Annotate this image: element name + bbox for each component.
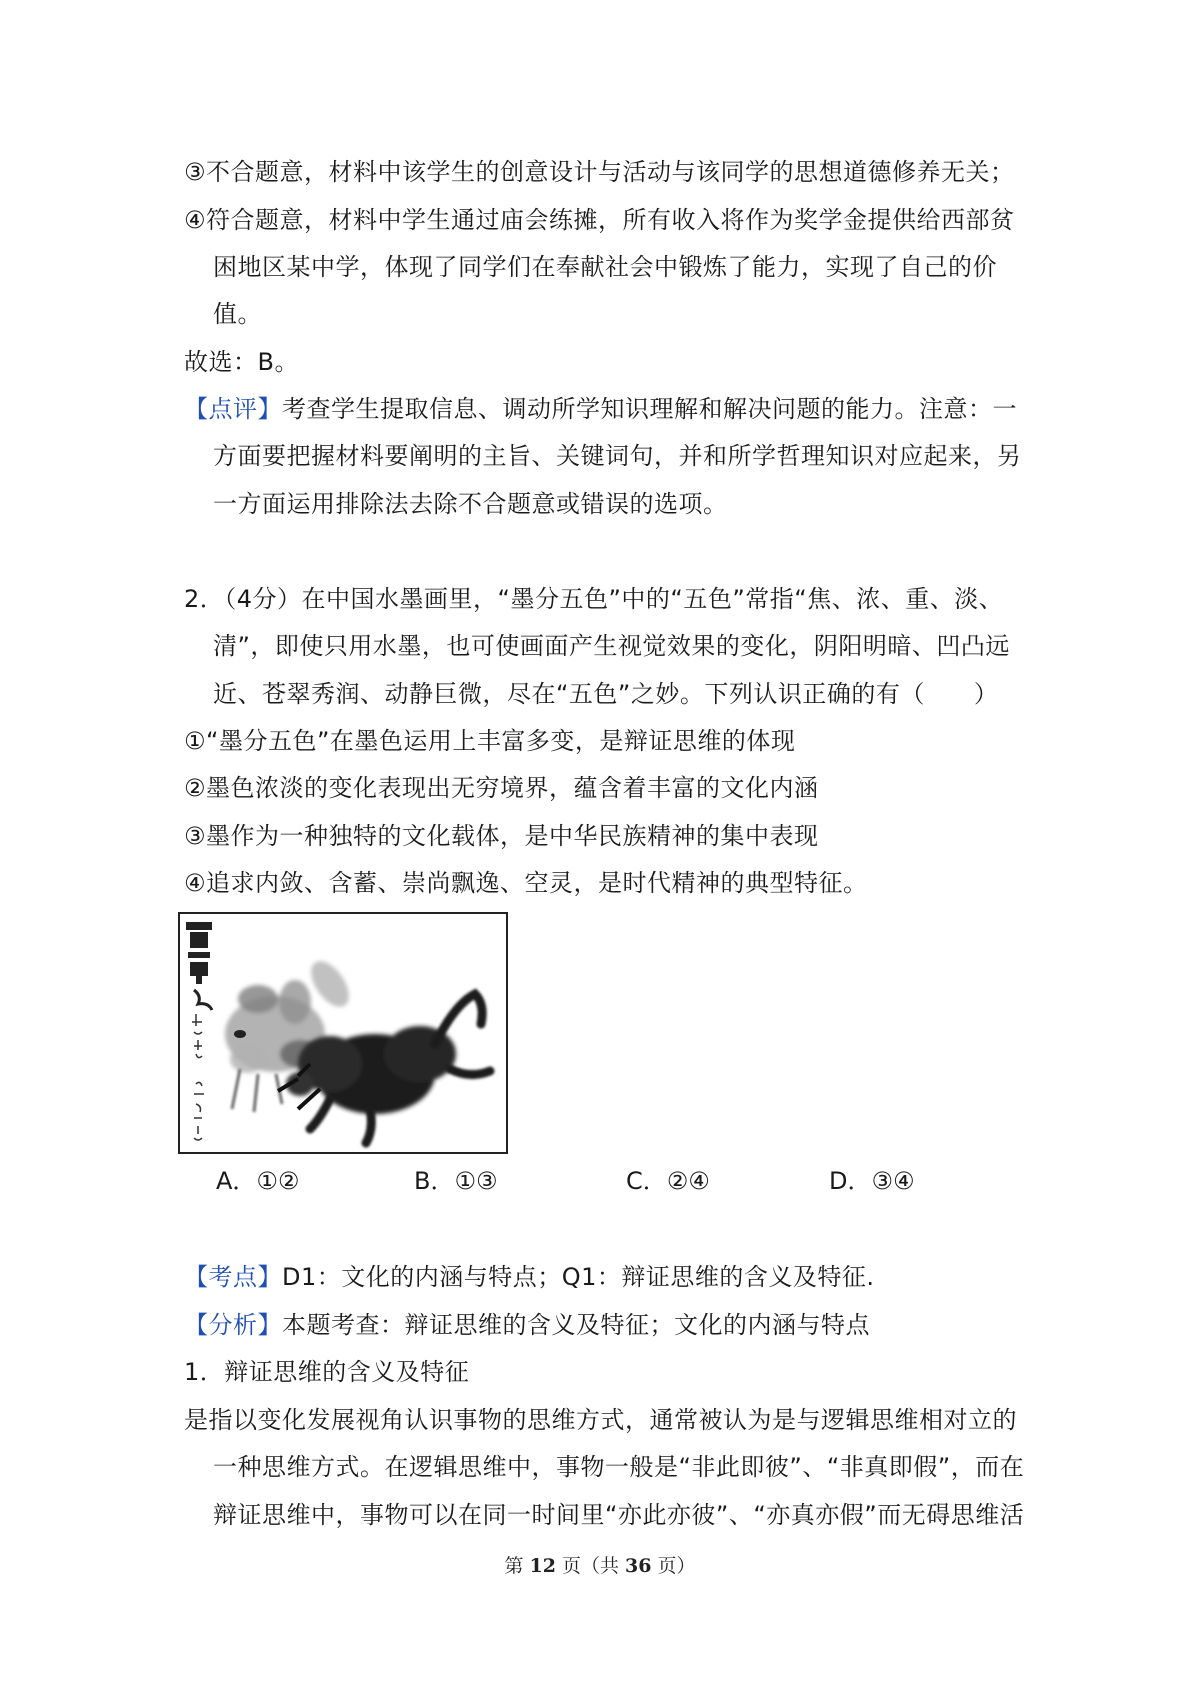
review-line-2: 方面要把握材料要阐明的主旨、关键词句，并和所学哲理知识对应起来，另 — [213, 442, 1022, 470]
answer-item-4-line-1: ④符合题意，材料中学生通过庙会练摊，所有收入将作为奖学金提供给西部贫 — [184, 206, 1015, 234]
question-2-line-1: 2．（4分）在中国水墨画里，“墨分五色”中的“五色”常指“焦、浓、重、淡、 — [184, 585, 1004, 613]
page-footer — [0, 1554, 1200, 1578]
review-line-1 — [184, 394, 1017, 424]
paragraph-line-1: 是指以变化发展视角认识事物的思维方式，通常被认为是与逻辑思维相对立的 — [184, 1406, 1017, 1434]
footer-middle: 页（共 — [561, 1555, 619, 1577]
kaodian-text: D1：文化的内涵与特点；Q1：辩证思维的含义及特征. — [282, 1263, 875, 1291]
paragraph-line-2: 一种思维方式。在逻辑思维中，事物一般是“非此即彼”、“非真即假”，而在 — [213, 1453, 1025, 1481]
calligraphy-seal — [186, 922, 212, 1010]
answer-item-3: ③不合题意，材料中该学生的创意设计与活动与该同学的思想道德修养无关； — [184, 158, 1015, 186]
point-1-title: 1．辩证思维的含义及特征 — [184, 1358, 470, 1386]
page-number: 12 — [529, 1555, 556, 1577]
answer-choice: 故选：B。 — [184, 348, 299, 376]
paragraph-line-3: 辩证思维中，事物可以在同一时间里“亦此亦彼”、“亦真亦假”而无碍思维活 — [213, 1501, 1025, 1529]
statement-2: ②墨色浓淡的变化表现出无穷境界，蕴含着丰富的文化内涵 — [184, 774, 819, 802]
signature-strokes — [192, 1014, 204, 1140]
fenxi-text: 本题考查：辩证思维的含义及特征；文化的内涵与特点 — [282, 1311, 870, 1339]
kaodian-line — [184, 1262, 875, 1292]
option-a[interactable]: A．①② — [216, 1167, 300, 1195]
review-text-1: 考查学生提取信息、调动所学知识理解和解决问题的能力。注意：一 — [282, 395, 1017, 423]
answer-item-4-line-2: 困地区某中学，体现了同学们在奉献社会中锻炼了能力，实现了自己的价 — [213, 253, 997, 281]
footer-prefix: 第 — [504, 1555, 524, 1577]
fenxi-tag: 【分析】 — [184, 1311, 282, 1339]
ink-painting-image — [178, 912, 508, 1154]
option-d[interactable]: D．③④ — [829, 1167, 915, 1195]
question-2-line-3: 近、苍翠秀润、动静巨微，尽在“五色”之妙。下列认识正确的有（ ） — [213, 680, 999, 708]
statement-4: ④追求内敛、含蓄、崇尚飘逸、空灵，是时代精神的典型特征。 — [184, 869, 868, 897]
option-c[interactable]: C．②④ — [626, 1167, 710, 1195]
answer-item-4-line-3: 值。 — [213, 300, 262, 328]
review-tag: 【点评】 — [184, 395, 282, 423]
question-2-line-2: 清”，即使只用水墨，也可使画面产生视觉效果的变化，阴阳明暗、凹凸远 — [213, 632, 1010, 660]
statement-1: ①“墨分五色”在墨色运用上丰富多变，是辩证思维的体现 — [184, 727, 796, 755]
footer-suffix: 页） — [657, 1555, 696, 1577]
review-line-3: 一方面运用排除法去除不合题意或错误的选项。 — [213, 490, 728, 518]
fenxi-line — [184, 1310, 870, 1340]
ink-painting-svg — [180, 914, 506, 1152]
kaodian-tag: 【考点】 — [184, 1263, 282, 1291]
option-b[interactable]: B．①③ — [414, 1167, 498, 1195]
page-total: 36 — [625, 1555, 652, 1577]
statement-3: ③墨作为一种独特的文化载体，是中华民族精神的集中表现 — [184, 822, 819, 850]
